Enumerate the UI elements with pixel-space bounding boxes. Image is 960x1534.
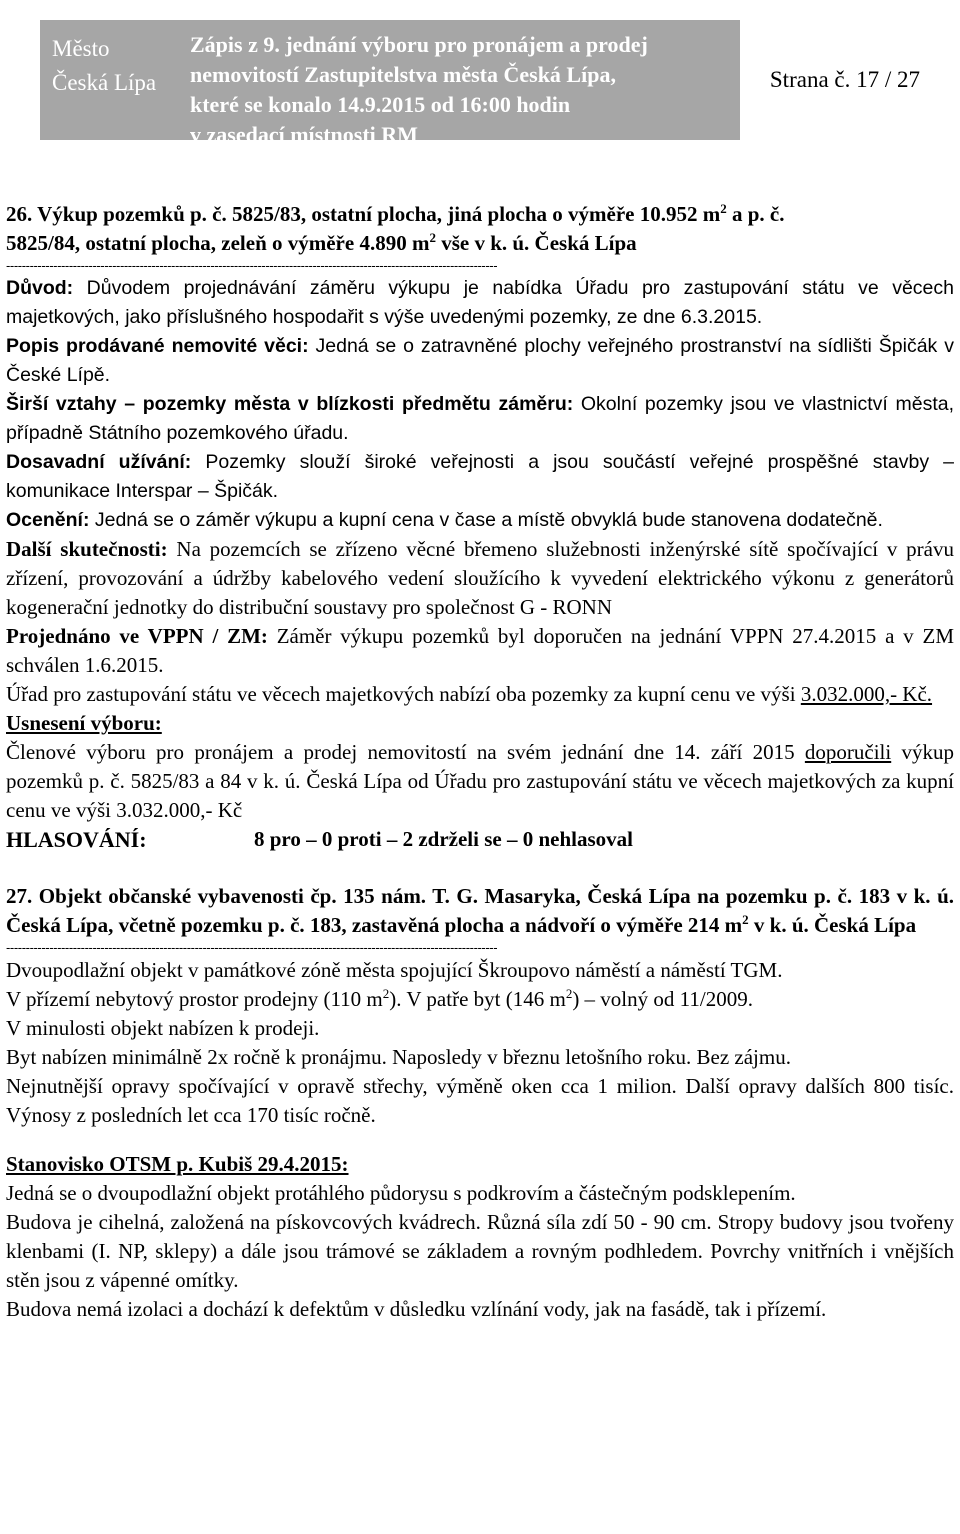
hlasovani-label: HLASOVÁNÍ: — [6, 827, 147, 852]
item-27-paragraph-2: V přízemí nebytový prostor prodejny (110 $m^2$). V patře byt (146 $m^2$) – volný od 11/2009. V minulosti objekt nabízen k prodeji. — [6, 986, 753, 1040]
sirsi-vztahy-paragraph: Širší vztahy – pozemky města v blízkosti předmětu záměru: Okolní pozemky jsou ve vlastnictví města, případně Státního pozemkového úřadu. — [6, 393, 954, 444]
dosavadni-uzivani-paragraph: Dosavadní užívání: Pozemky slouží široké veřejnosti a jsou součástí veřejné prospěšné stavby – komunikace Interspar – Špičák. — [6, 451, 955, 502]
city-box — [40, 20, 190, 140]
item-27-paragraph-4: Nejnutnější opravy spočívající v opravě střechy, výměně oken cca 1 milion. Další opravy dalších 800 tisíc. Výnosy z posledních let cca 170 tisíc ročně. — [6, 1074, 954, 1127]
dalsi-skutecnosti-paragraph: Další skutečnosti: Na pozemcích se zřízeno věcné břemeno služebnosti inženýrské sítě spočívající v právu zřízení, provozování a údržby kabelového vedení sloužícího k vyvedení elektrického výkonu z generátorů kogenerační jednotky do distribuční soustavy pro společnost G - RONN — [6, 537, 954, 619]
divider: ----------------------------------------------------------------------------------------------------------------------------- — [6, 940, 498, 955]
hlasovani-result: 8 pro – 0 proti – 2 zdrželi se – 0 nehlasoval — [254, 827, 633, 851]
title-line-1: Zápis z 9. jednání výboru pro pronájem a prodej — [190, 32, 648, 57]
oceneni-paragraph: Ocenění: Jedná se o záměr výkupu a kupní cena v čase a místě obvyklá bude stanovena dodatečně. — [6, 509, 883, 531]
urad-paragraph: Úřad pro zastupování státu ve věcech majetkových nabízí oba pozemky za kupní cenu ve výši 3.032.000,- Kč. — [6, 682, 933, 706]
item-26-heading: 26. Výkup pozemků p. č. 5825/83, ostatní plocha, jiná plocha o výměře 10.952 $m^2$ a p. č. 5825/84, ostatní plocha, zeleň o výměře 4.890 $m^2$ vše v k. ú. Česká Lípa — [6, 201, 785, 255]
stanovisko-label: Stanovisko OTSM p. Kubiš 29.4.2015: — [6, 1152, 349, 1176]
document-body — [6, 200, 954, 1324]
title-line-4: v zasedací místnosti RM — [190, 122, 418, 147]
stanovisko-paragraph-1: Jedná se o dvoupodlažní objekt protáhlého půdorysu s podkrovím a částečným podsklepením. — [6, 1181, 796, 1205]
item-27-paragraph-3: Byt nabízen minimálně 2x ročně k pronájmu. Naposledy v březnu letošního roku. Bez zájmu. — [6, 1045, 791, 1069]
title-line-3: které se konalo 14.9.2015 od 16:00 hodin — [190, 92, 571, 117]
document-title — [190, 20, 740, 147]
hlasovani-row — [6, 825, 954, 854]
page-header — [0, 0, 960, 160]
item-27-heading: 27. Objekt občanské vybavenosti čp. 135 nám. T. G. Masaryka, Česká Lípa na pozemku p. č. 183 v k. ú. Česká Lípa, včetně pozemku p. č. 183, zastavěná plocha a nádvoří o výměře 214 $m^2$ v k. ú. Česká Lípa — [6, 884, 954, 937]
item-27-paragraph-1: Dvoupodlažní objekt v památkové zóně města spojující Škroupovo náměstí a náměstí TGM. — [6, 958, 783, 982]
title-line-2: nemovitostí Zastupitelstva města Česká Lípa, — [190, 62, 616, 87]
stanovisko-paragraph-2: Budova je cihelná, založená na pískovcových kvádrech. Různá síla zdí 50 - 90 cm. Stropy budovy jsou tvořeny klenbami (I. NP, sklepy) a dále jsou trámové se základem a rovným podhledem. Povrchy vnitřních i vnějších stěn jsou z vápenné omítky. — [6, 1210, 954, 1292]
stanovisko-paragraph-3: Budova nemá izolaci a dochází k defektům v důsledku vzlínání vody, jak na fasádě, tak i přízemí. — [6, 1297, 827, 1321]
divider: ----------------------------------------------------------------------------------------------------------------------------- — [6, 258, 498, 273]
usneseni-paragraph: Členové výboru pro pronájem a prodej nemovitostí na svém jednání dne 14. září 2015 doporučili výkup pozemků p. č. 5825/83 a 84 v k. ú. Česká Lípa od Úřadu pro zastupování státu ve věcech majetkových za kupní cenu ve výši 3.032.000,- Kč — [6, 740, 954, 822]
page-number: Strana č. 17 / 27 — [769, 67, 920, 92]
city-line-2: Česká Lípa — [52, 70, 157, 95]
usneseni-label: Usnesení výboru: — [6, 711, 162, 735]
city-line-1: Město — [52, 36, 110, 61]
projednano-paragraph: Projednáno ve VPPN / ZM: Záměr výkupu pozemků byl doporučen na jednání VPPN 27.4.2015 a v ZM schválen 1.6.2015. — [6, 624, 954, 677]
popis-paragraph: Popis prodávané nemovité věci: Jedná se o zatravněné plochy veřejného prostranství na sídlišti Špičák v České Lípě. — [6, 335, 954, 386]
price-value: 3.032.000,- Kč. — [800, 682, 933, 706]
duvod-paragraph: Důvod: Důvodem projednávání záměru výkupu je nabídka Úřadu pro zastupování státu ve věcech majetkových, jako příslušného hospodařit s výše uvedenými pozemky, ze dne 6.3.2015. — [6, 277, 954, 328]
